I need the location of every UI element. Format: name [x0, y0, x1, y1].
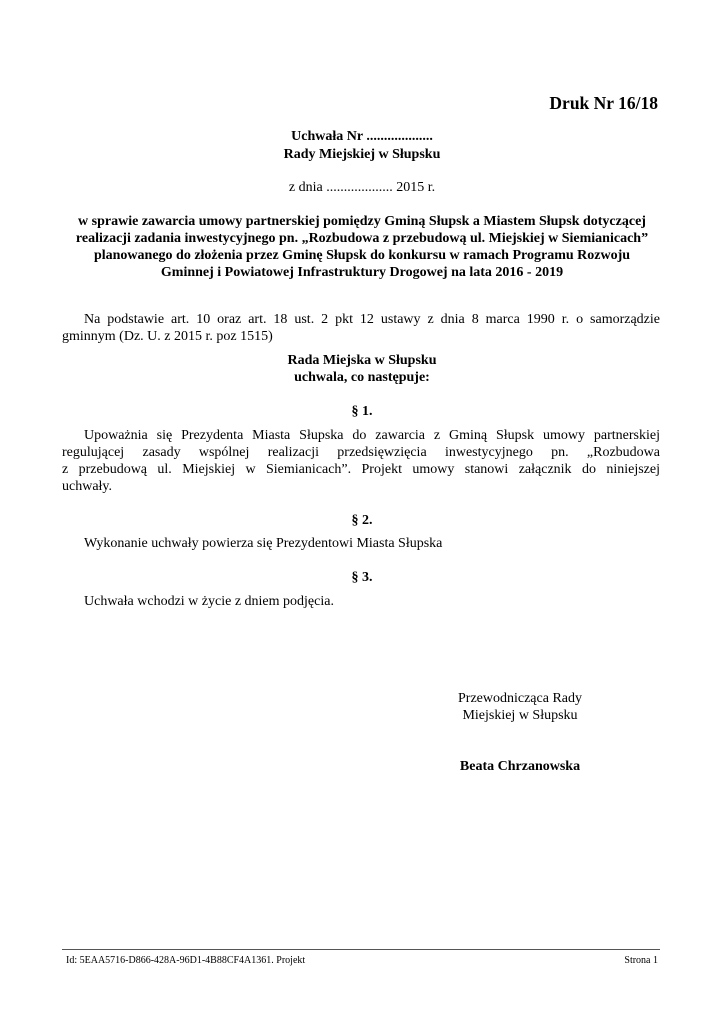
section-heading: § 1.	[351, 404, 373, 419]
legal-basis-line: gminnym (Dz. U. z 2015 r. poz 1515)	[62, 329, 273, 344]
legal-basis-line: Na podstawie art. 10 oraz art. 18 ust. 2 pkt 12 ustawy z dnia 8 marca 1990 r. o samorządzie	[84, 312, 660, 327]
druk-number: Druk Nr 16/18	[549, 93, 658, 113]
subject-line: w sprawie zawarcia umowy partnerskiej pomiędzy Gminą Słupsk a Miastem Słupsk dotyczącej	[78, 214, 646, 229]
resolution-date: z dnia ................... 2015 r.	[288, 180, 436, 195]
signature-name: Beata Chrzanowska	[459, 759, 581, 774]
section-text-line: z przebudową ul. Miejskiej w Siemianicach”. Projekt umowy stanowi załącznik do niniejszej	[62, 462, 660, 477]
section-text-line: Upoważnia się Prezydenta Miasta Słupska do zawarcia z Gminą Słupsk umowy partnerskiej	[84, 428, 660, 443]
resolution-number: Uchwała Nr ...................	[291, 129, 433, 144]
section-heading: § 2.	[351, 513, 373, 528]
section-text-line: Uchwała wchodzi w życie z dniem podjęcia.	[84, 594, 334, 609]
signature-role: Przewodnicząca Rady	[458, 691, 582, 706]
subject-line: Gminnej i Powiatowej Infrastruktury Drogowej na lata 2016 - 2019	[160, 265, 564, 280]
section-text-line: uchwały.	[62, 479, 113, 494]
footer-divider	[62, 949, 660, 950]
signature-role: Miejskiej w Słupsku	[462, 708, 578, 723]
section-text-line: regulującej zasady wspólnej realizacji przedsięwzięcia inwestycyjnego pn. „Rozbudowa	[62, 445, 660, 460]
subject-line: planowanego do złożenia przez Gminę Słupsk do konkursu w ramach Programu Rozwoju	[93, 248, 631, 263]
council-intro: Rada Miejska w Słupsku	[287, 353, 437, 368]
council-resolves: uchwala, co następuje:	[294, 370, 430, 385]
subject-line: realizacji zadania inwestycyjnego pn. „Rozbudowa z przebudową ul. Miejskiej w Siemianicach”	[75, 231, 649, 246]
footer-page-number: Strona 1	[624, 955, 658, 966]
section-heading: § 3.	[351, 570, 373, 585]
section-text-line: Wykonanie uchwały powierza się Prezydentowi Miasta Słupska	[84, 536, 443, 551]
council-name: Rady Miejskiej w Słupsku	[283, 147, 441, 162]
footer-document-id: Id: 5EAA5716-D866-428A-96D1-4B88CF4A1361. Projekt	[66, 955, 306, 966]
